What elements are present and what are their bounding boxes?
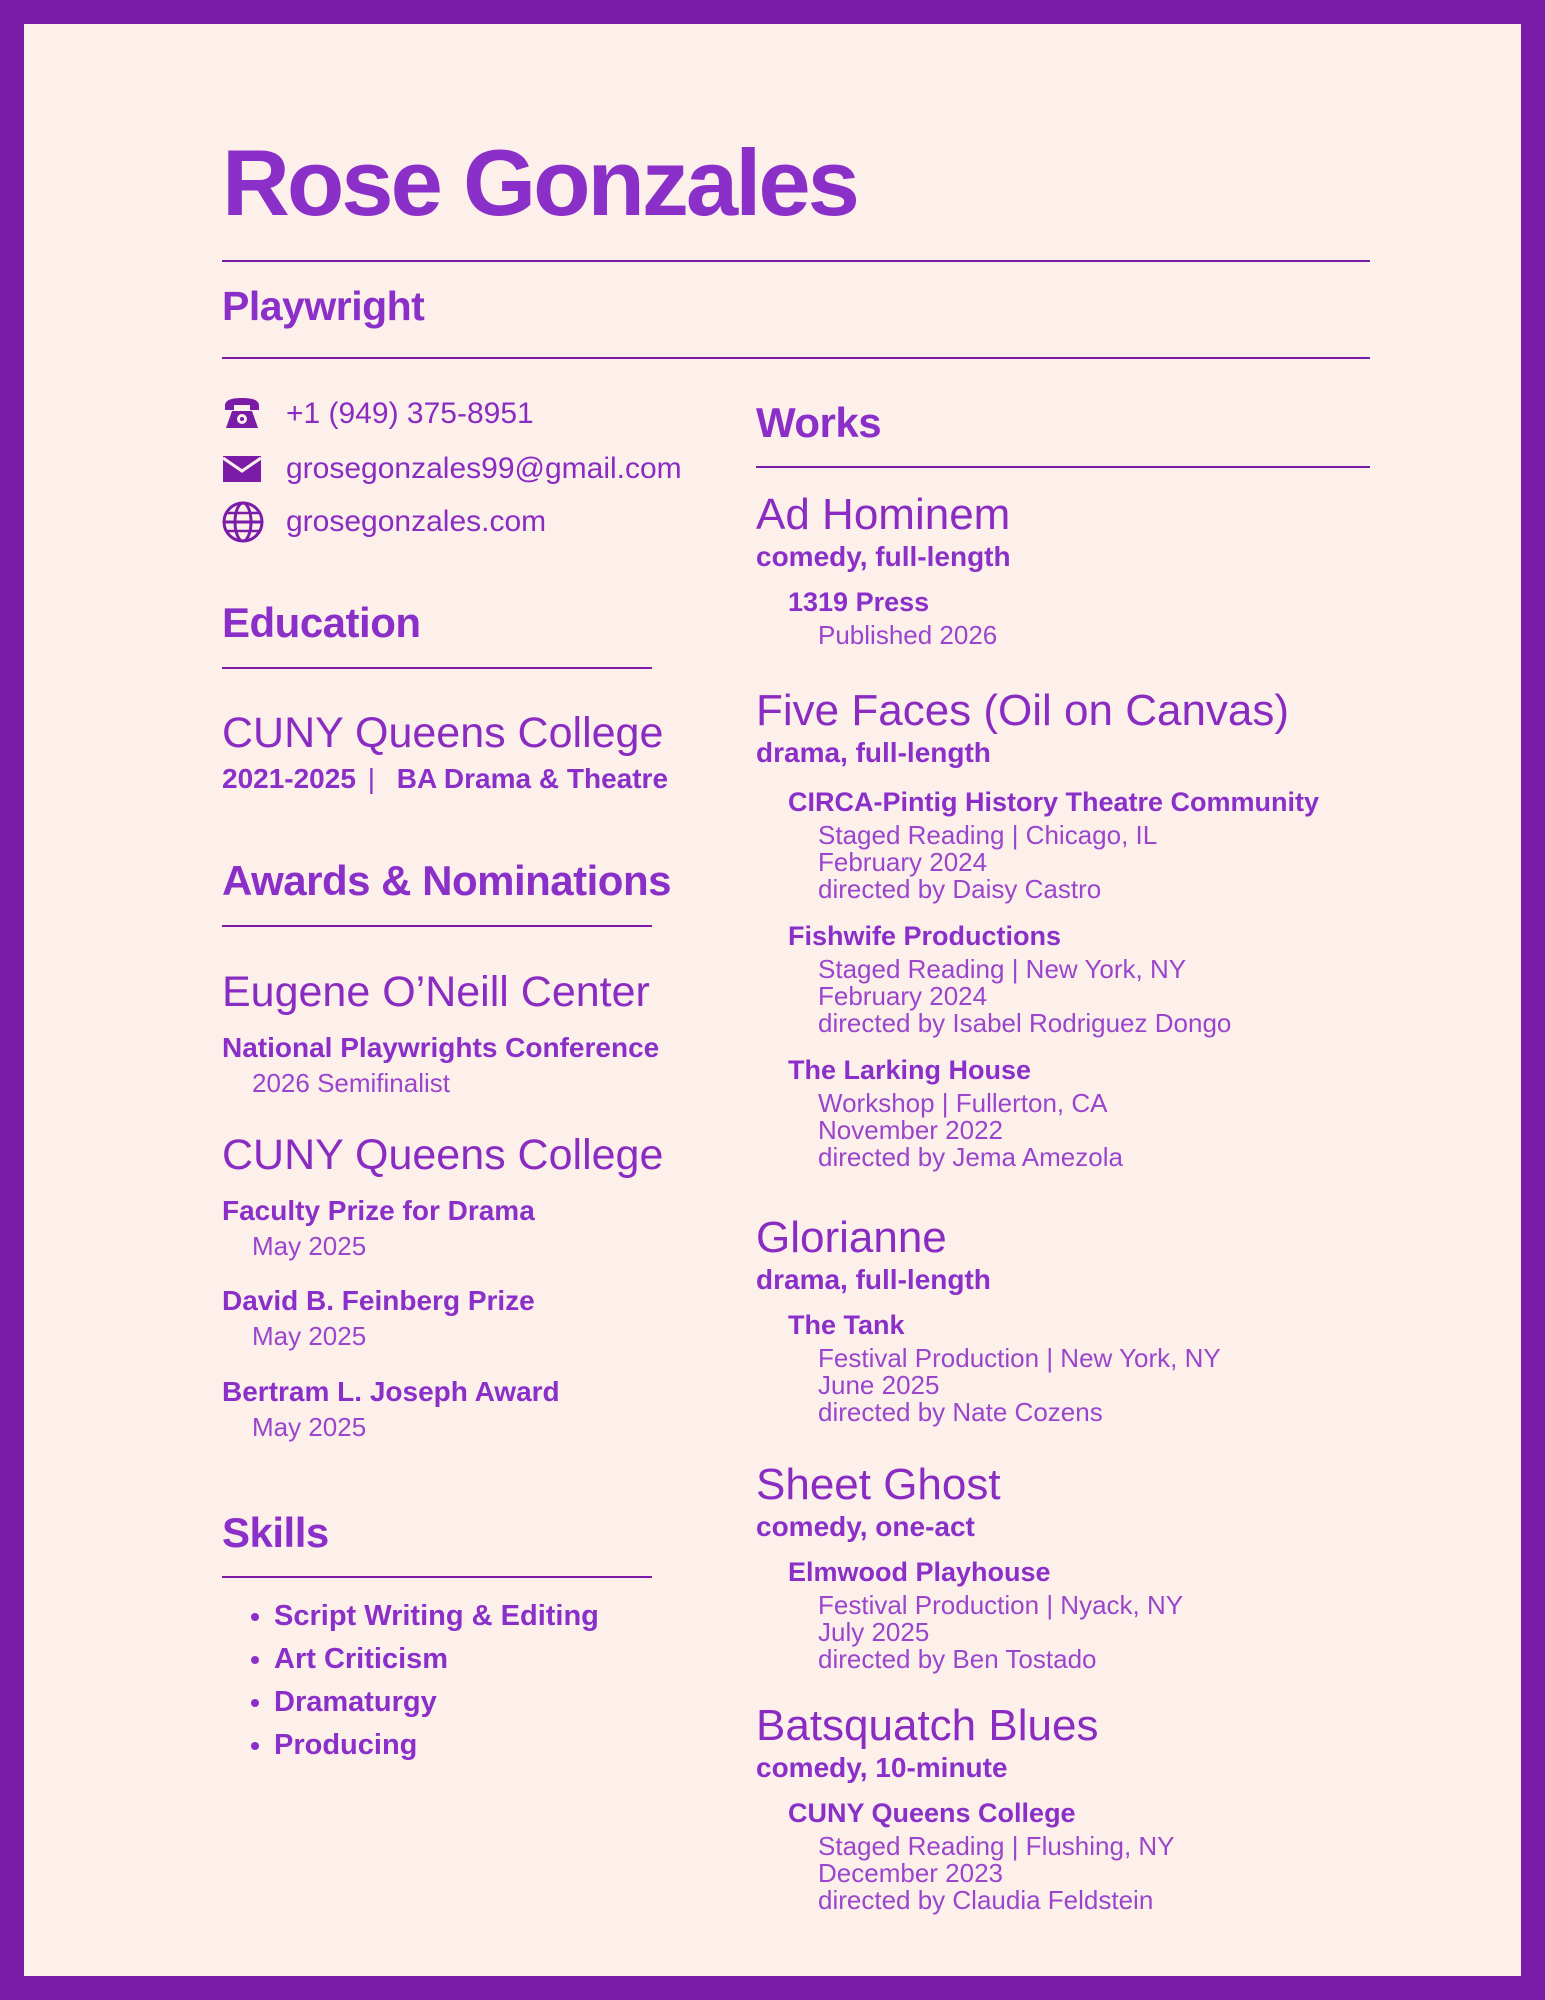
award-detail: May 2025 bbox=[252, 1321, 367, 1351]
production bbox=[788, 1557, 1183, 1673]
award-org: CUNY Queens College bbox=[222, 1131, 664, 1179]
work-title: Sheet Ghost bbox=[756, 1460, 1001, 1509]
skills-list bbox=[222, 1595, 599, 1767]
work-title: Glorianne bbox=[756, 1213, 947, 1262]
skill-item: • Script Writing & Editing bbox=[274, 1595, 599, 1638]
education-school: CUNY Queens College bbox=[222, 709, 664, 757]
production-detail: Published 2026 bbox=[818, 620, 998, 650]
works-divider bbox=[756, 466, 1370, 468]
work-genre: comedy, full-length bbox=[756, 541, 1011, 572]
work-entry bbox=[756, 490, 1011, 650]
work-entry bbox=[756, 1701, 1175, 1915]
production-detail: July 2025 bbox=[818, 1617, 930, 1647]
award-title: National Playwrights Conference bbox=[222, 1032, 660, 1063]
production-detail: Festival Production | Nyack, NY bbox=[818, 1590, 1184, 1620]
work-genre: drama, full-length bbox=[756, 1264, 991, 1295]
production bbox=[788, 787, 1319, 903]
production-detail: February 2024 bbox=[818, 847, 988, 877]
header-divider bbox=[222, 260, 1370, 262]
production-detail: directed by Nate Cozens bbox=[818, 1397, 1103, 1427]
production-detail: directed by Claudia Feldstein bbox=[818, 1885, 1154, 1915]
awards-divider bbox=[222, 925, 652, 927]
production bbox=[788, 1310, 1221, 1426]
work-entry bbox=[756, 1460, 1184, 1674]
work-entry bbox=[756, 686, 1320, 1172]
skill-item: • Producing bbox=[274, 1724, 599, 1767]
production-venue: The Tank bbox=[788, 1310, 905, 1340]
production-venue: CIRCA-Pintig History Theatre Community bbox=[788, 787, 1320, 817]
phone-number[interactable]: +1 (949) 375-8951 bbox=[286, 397, 534, 430]
work-title: Batsquatch Blues bbox=[756, 1701, 1099, 1750]
production-detail: directed by Daisy Castro bbox=[818, 874, 1102, 904]
role-divider bbox=[222, 357, 1370, 359]
contact-phone bbox=[222, 394, 534, 434]
award-title: Bertram L. Joseph Award bbox=[222, 1376, 560, 1407]
award-detail: May 2025 bbox=[252, 1231, 367, 1261]
skill-item: • Dramaturgy bbox=[274, 1681, 599, 1724]
skills-divider bbox=[222, 1576, 652, 1578]
work-title: Ad Hominem bbox=[756, 490, 1011, 539]
work-genre: comedy, 10-minute bbox=[756, 1752, 1008, 1783]
award-title: Faculty Prize for Drama bbox=[222, 1195, 535, 1226]
envelope-icon bbox=[222, 449, 264, 489]
education-heading: Education bbox=[222, 599, 421, 646]
contact-email bbox=[222, 449, 682, 489]
education-years: 2021-2025 bbox=[222, 763, 356, 794]
work-title: Five Faces (Oil on Canvas) bbox=[756, 686, 1290, 735]
website-url[interactable]: grosegonzales.com bbox=[286, 505, 547, 538]
production bbox=[788, 921, 1319, 1037]
production bbox=[788, 1055, 1319, 1171]
email-address[interactable]: grosegonzales99@gmail.com bbox=[286, 452, 682, 485]
production-detail: Staged Reading | New York, NY bbox=[818, 954, 1187, 984]
works-heading: Works bbox=[756, 399, 882, 446]
award-detail: May 2025 bbox=[252, 1412, 367, 1442]
production-venue: CUNY Queens College bbox=[788, 1798, 1076, 1828]
work-genre: comedy, one-act bbox=[756, 1511, 975, 1542]
work-entry bbox=[756, 1213, 1221, 1427]
production-detail: December 2023 bbox=[818, 1858, 1003, 1888]
skills-heading: Skills bbox=[222, 1509, 329, 1556]
production-detail: Staged Reading | Flushing, NY bbox=[818, 1831, 1175, 1861]
award-detail: 2026 Semifinalist bbox=[252, 1068, 450, 1098]
production-venue: Elmwood Playhouse bbox=[788, 1557, 1051, 1587]
production bbox=[788, 1798, 1175, 1914]
production-detail: directed by Isabel Rodriguez Dongo bbox=[818, 1008, 1232, 1038]
education-degree: BA Drama & Theatre bbox=[396, 763, 669, 794]
award-org: Eugene O’Neill Center bbox=[222, 968, 650, 1016]
production-venue: The Larking House bbox=[788, 1055, 1032, 1085]
resume-role: Playwright bbox=[222, 283, 425, 329]
education-divider bbox=[222, 667, 652, 669]
contact-website bbox=[222, 502, 546, 542]
production-detail: directed by Ben Tostado bbox=[818, 1644, 1097, 1674]
education-separator: | bbox=[367, 763, 375, 794]
education-details bbox=[222, 763, 668, 795]
production-detail: directed by Jema Amezola bbox=[818, 1142, 1123, 1172]
awards-heading: Awards & Nominations bbox=[222, 857, 671, 904]
production-detail: Festival Production | New York, NY bbox=[818, 1343, 1221, 1373]
production bbox=[788, 587, 1011, 649]
work-genre: drama, full-length bbox=[756, 737, 991, 768]
resume-name: Rose Gonzales bbox=[222, 130, 857, 235]
production-detail: November 2022 bbox=[818, 1115, 1003, 1145]
production-detail: June 2025 bbox=[818, 1370, 940, 1400]
production-venue: 1319 Press bbox=[788, 587, 930, 617]
production-detail: Staged Reading | Chicago, IL bbox=[818, 820, 1158, 850]
phone-icon bbox=[222, 394, 264, 434]
award-title: David B. Feinberg Prize bbox=[222, 1285, 535, 1316]
production-detail: Workshop | Fullerton, CA bbox=[818, 1088, 1108, 1118]
globe-icon bbox=[222, 502, 264, 542]
skill-item: • Art Criticism bbox=[274, 1638, 599, 1681]
production-venue: Fishwife Productions bbox=[788, 921, 1062, 951]
production-detail: February 2024 bbox=[818, 981, 988, 1011]
